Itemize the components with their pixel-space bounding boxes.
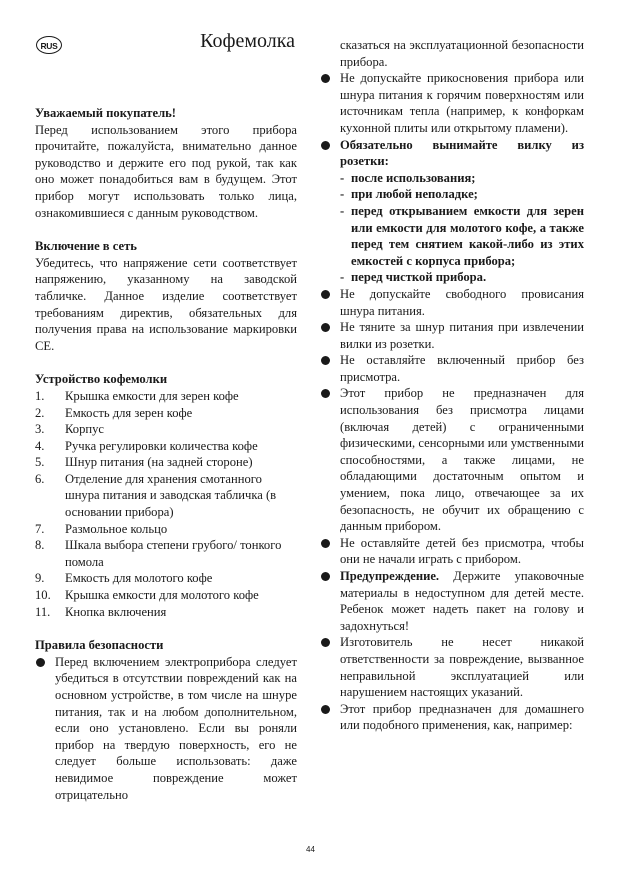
dash-item: - при любой неполадке; (340, 187, 478, 202)
safety-item: Этот прибор предназначен для домашнего или подобного применения, как, например: (320, 701, 584, 734)
unplug-conditions-list (340, 170, 584, 286)
bullet-icon (321, 638, 330, 647)
greeting-text: Перед использованием этого прибора прочитайте, пожалуйста, внимательно данное руководство и держите его под рукой, так как оно может понадобиться вам в будущем. Этот прибор могут использовать только лица, ознакомившиеся с данным руководством. (35, 122, 297, 220)
parts-list-item: 11. Кнопка включения (35, 604, 167, 619)
parts-list-item: 5. Шнур питания (на задней стороне) (35, 455, 253, 470)
page-number: 44 (306, 845, 315, 854)
safety-item: Предупреждение. Держите упаковочные материалы в недоступном для детей месте. Ребенок может надеть пакет на голову и задохнуться! (320, 568, 584, 634)
safety-item: Не тяните за шнур питания при извлечении вилки из розетки. (320, 319, 584, 352)
bullet-icon (321, 290, 330, 299)
bullet-icon (321, 74, 330, 83)
safety-item: Изготовитель не несет никакой ответственности за повреждение, вызванное неправильной эксплуатацией или нарушением настоящих указаний. (320, 634, 584, 700)
power-text: Убедитесь, что напряжение сети соответствует напряжению, указанному на заводской табличке. Данное изделие соответствует требованиям директив, обязательных для получения права на использование маркировки СЕ. (35, 255, 297, 353)
bullet-icon (321, 323, 330, 332)
safety-item: Не допускайте прикосновения прибора или шнура питания к горячим поверхностям или источникам тепла (например, к конфоркам кухонной плиты или открытому пламени). (320, 70, 584, 136)
parts-heading: Устройство кофемолки (35, 372, 168, 387)
dash-item: - перед чисткой прибора. (340, 270, 487, 285)
safety-item: Не оставляйте включенный прибор без присмотра. (320, 352, 584, 385)
safety-item: Перед включением электроприбора следует убедиться в отсутствии повреждений как на основном устройстве, в том числе на шнуре питания, так и на любом дополнительном, если оно установлено. Если вы роняли прибор на твердую поверхность, его не следует больше использовать: даже невидимое повреждение может отрицательно (35, 654, 297, 803)
parts-list-item: 9. Емкость для молотого кофе (35, 571, 213, 586)
safety-list-left (35, 654, 297, 803)
parts-list-item: 3. Корпус (35, 422, 104, 437)
safety-item: Обязательно вынимайте вилку из розетки: - после использования; - при любой неполадке; - перед открыванием емкости для зерен или емкости для молотого кофе, а также перед тем снятием какой-либо из этих емкостей с корпуса прибора; - перед чисткой прибора. (320, 137, 584, 286)
bullet-icon (321, 705, 330, 714)
greeting-heading: Уважаемый покупатель! (35, 106, 176, 120)
parts-list-item: 7. Размольное кольцо (35, 521, 168, 536)
power-heading: Включение в сеть (35, 239, 137, 254)
safety-heading: Правила безопасности (35, 638, 164, 653)
parts-list-item: 1. Крышка емкости для зерен кофе (35, 388, 239, 403)
language-badge: RUS (36, 36, 62, 54)
safety-item-continuation: сказаться на эксплуатационной безопасности прибора. (340, 38, 584, 69)
dash-item: - после использования; (340, 170, 476, 185)
page-title: Кофемолка (200, 30, 295, 52)
safety-list-right (320, 70, 584, 734)
warning-label: Предупреждение. (340, 569, 440, 583)
bullet-icon (321, 539, 330, 548)
bullet-icon (36, 658, 45, 667)
bullet-icon (321, 356, 330, 365)
parts-list-item: 2. Емкость для зерен кофе (35, 405, 193, 420)
bullet-icon (321, 141, 330, 150)
parts-list-item: 6. Отделение для хранения смотанного шнура питания и заводская табличка (в основании прибора) (35, 471, 277, 520)
parts-list-item: 10. Крышка емкости для молотого кофе (35, 588, 259, 603)
bullet-icon (321, 389, 330, 398)
left-column (35, 105, 297, 803)
parts-list-item: 4. Ручка регулировки количества кофе (35, 438, 258, 453)
bullet-icon (321, 572, 330, 581)
safety-item: Не оставляйте детей без присмотра, чтобы они не начали играть с прибором. (320, 535, 584, 568)
right-column (320, 37, 584, 734)
parts-list-item: 8. Шкала выбора степени грубого/ тонкого помола (35, 538, 282, 569)
safety-item: Не допускайте свободного провисания шнура питания. (320, 286, 584, 319)
dash-item: - перед открыванием емкости для зерен или емкости для молотого кофе, а также перед тем снятием какой-либо из этих емкостей с корпуса прибора; (340, 203, 584, 268)
parts-list (35, 388, 297, 620)
safety-item: Этот прибор не предназначен для использования без присмотра лицами (включая детей) с ограниченными физическими, сенсорными или умственными способностями, а также лицами, не обладающими достаточным опытом и умением, пока лицо, отвечающее за их безопасность, не обучит их обращению с данным прибором. (320, 385, 584, 534)
